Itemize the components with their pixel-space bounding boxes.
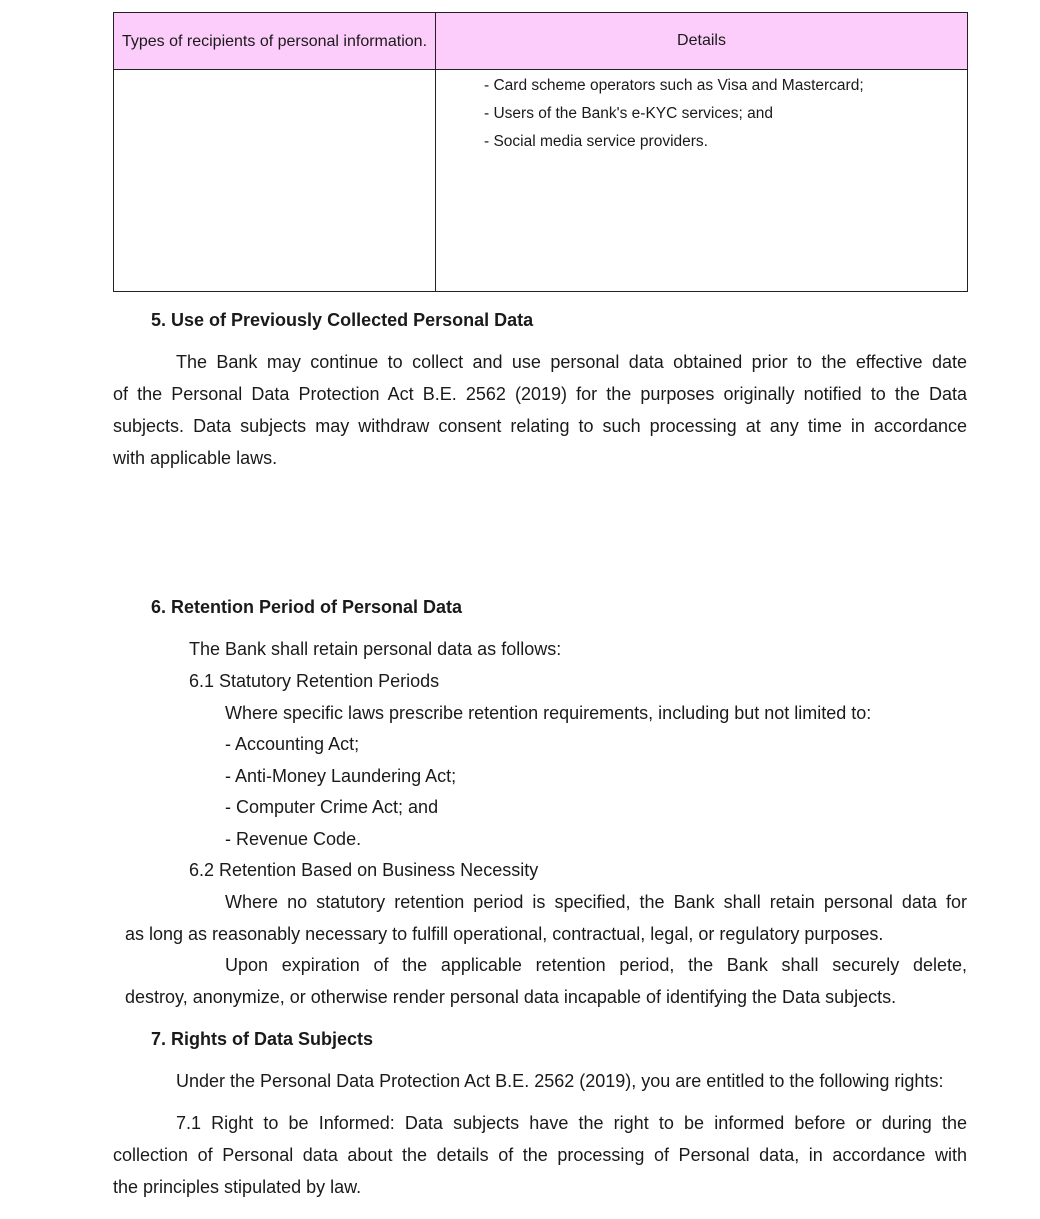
paragraph-line: of the Personal Data Protection Act B.E. 2562 (2019) for the purposes originally notified to the Data [113,384,967,404]
paragraph-line: subjects. Data subjects may withdraw consent relating to such processing at any time in accordance [113,416,967,436]
paragraph-line: Upon expiration of the applicable retention period, the Bank shall securely delete, [225,955,967,975]
list-item: - Users of the Bank's e-KYC services; and [484,105,773,122]
paragraph-line: destroy, anonymize, or otherwise render personal data incapable of identifying the Data subjects. [125,987,897,1007]
list-item: - Accounting Act; [225,734,360,754]
section-5-heading: 5. Use of Previously Collected Personal Data [151,310,534,330]
paragraph-line: with applicable laws. [113,448,278,468]
table-details-cell [484,72,957,156]
section-7-intro: Under the Personal Data Protection Act B.E. 2562 (2019), you are entitled to the following rights: [176,1071,944,1091]
paragraph-line: as long as reasonably necessary to fulfill operational, contractual, legal, or regulatory purposes. [125,924,884,944]
paragraph-line: The Bank may continue to collect and use personal data obtained prior to the effective date [176,352,967,372]
list-item: - Anti-Money Laundering Act; [225,766,457,786]
paragraph-line: Where no statutory retention period is specified, the Bank shall retain personal data for [225,892,967,912]
table-header-recipients: Types of recipients of personal information. [121,32,428,50]
list-item: - Computer Crime Act; and [225,797,439,817]
section-7-heading: 7. Rights of Data Subjects [151,1029,374,1049]
table-header-details: Details [677,32,726,49]
recipients-table [113,12,968,292]
section-6-heading: 6. Retention Period of Personal Data [151,597,463,617]
section-6-intro: The Bank shall retain personal data as follows: [189,639,562,659]
paragraph-line: the principles stipulated by law. [113,1177,362,1197]
subsection-6-1-intro: Where specific laws prescribe retention requirements, including but not limited to: [225,703,872,723]
paragraph-line: 7.1 Right to be Informed: Data subjects have the right to be informed before or during the [176,1113,967,1133]
subsection-6-2-title: 6.2 Retention Based on Business Necessity [189,860,539,880]
subsection-6-1-title: 6.1 Statutory Retention Periods [189,671,440,691]
list-item: - Revenue Code. [225,829,362,849]
list-item: - Social media service providers. [484,133,708,150]
list-item: - Card scheme operators such as Visa and Mastercard; [484,77,864,94]
paragraph-line: collection of Personal data about the details of the processing of Personal data, in accordance with [113,1145,967,1165]
